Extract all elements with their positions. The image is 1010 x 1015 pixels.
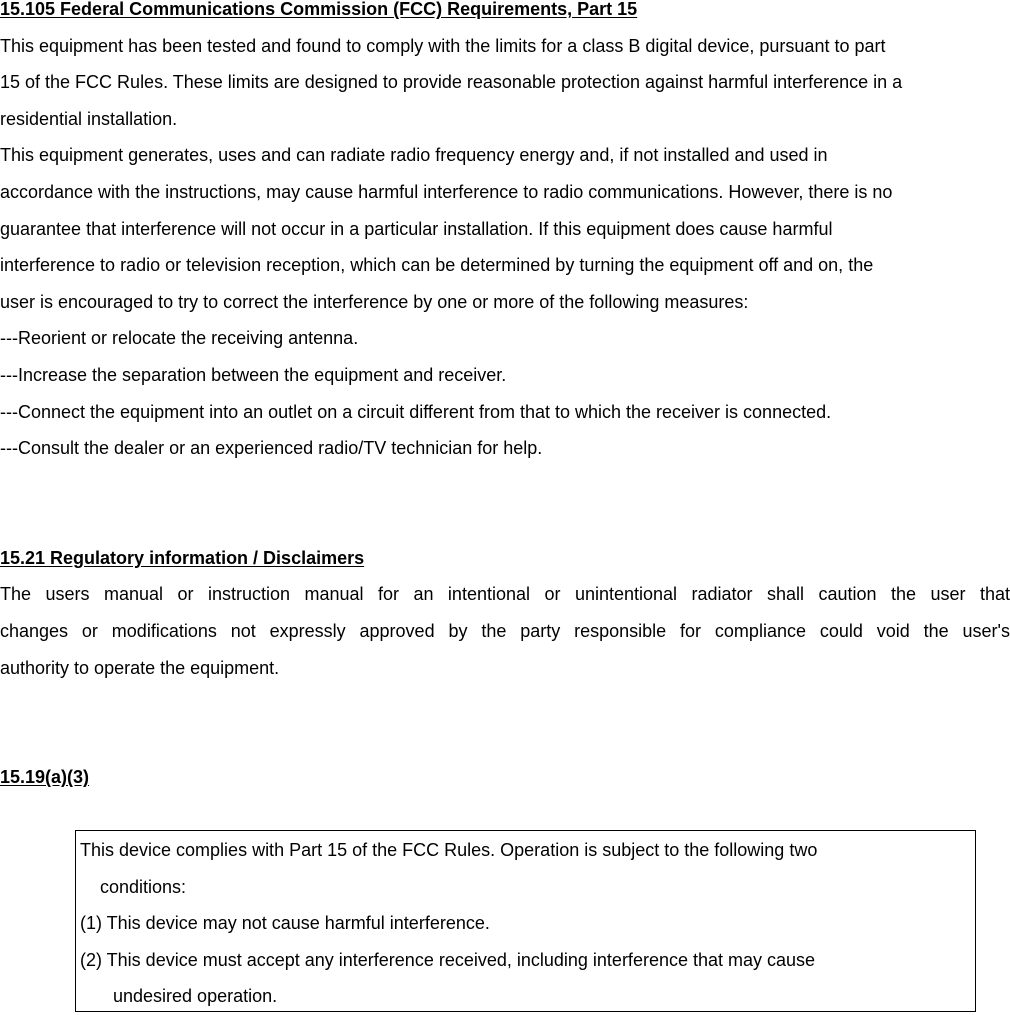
- paragraph-line: interference to radio or television reception, which can be determined by turning the equipment off and on, the: [0, 255, 874, 276]
- spacer: [0, 686, 1010, 759]
- regulatory-heading: 15.21 Regulatory information / Disclaimers: [0, 547, 365, 568]
- paragraph-line: accordance with the instructions, may cause harmful interference to radio communications. However, there is no: [0, 181, 893, 202]
- box-line: conditions:: [100, 876, 187, 897]
- fcc-part15-heading: 15.105 Federal Communications Commission (FCC) Requirements, Part 15: [0, 0, 638, 19]
- paragraph-line: authority to operate the equipment.: [0, 657, 280, 678]
- condition-2: (2) This device must accept any interference received, including interference that may cause: [80, 949, 816, 970]
- paragraph-line: 15 of the FCC Rules. These limits are designed to provide reasonable protection against harmful interference in a: [0, 72, 903, 93]
- paragraph-line: The users manual or instruction manual for an intentional or unintentional radiator shall caution the user that: [0, 584, 1010, 605]
- measure-item: ---Reorient or relocate the receiving antenna.: [0, 328, 359, 349]
- paragraph-line: user is encouraged to try to correct the interference by one or more of the following measures:: [0, 291, 749, 312]
- measure-item: ---Consult the dealer or an experienced radio/TV technician for help.: [0, 438, 543, 459]
- paragraph-line: residential installation.: [0, 108, 178, 129]
- condition-1: (1) This device may not cause harmful interference.: [80, 913, 490, 934]
- paragraph-line: guarantee that interference will not occur in a particular installation. If this equipment does cause harmful: [0, 218, 833, 239]
- compliance-statement-box: [75, 830, 976, 1012]
- box-line: undesired operation.: [113, 986, 278, 1007]
- measure-item: ---Increase the separation between the equipment and receiver.: [0, 364, 507, 385]
- section-15-19-heading: 15.19(a)(3): [0, 767, 90, 788]
- spacer: [0, 467, 1010, 540]
- paragraph-line: changes or modifications not expressly approved by the party responsible for compliance could void the user's: [0, 620, 1010, 641]
- box-line: This device complies with Part 15 of the FCC Rules. Operation is subject to the following two: [80, 840, 818, 860]
- measure-item: ---Connect the equipment into an outlet on a circuit different from that to which the receiver is connected.: [0, 401, 832, 422]
- paragraph-line: This equipment generates, uses and can radiate radio frequency energy and, if not installed and used in: [0, 145, 828, 166]
- paragraph-line: This equipment has been tested and found to comply with the limits for a class B digital device, pursuant to part: [0, 35, 886, 56]
